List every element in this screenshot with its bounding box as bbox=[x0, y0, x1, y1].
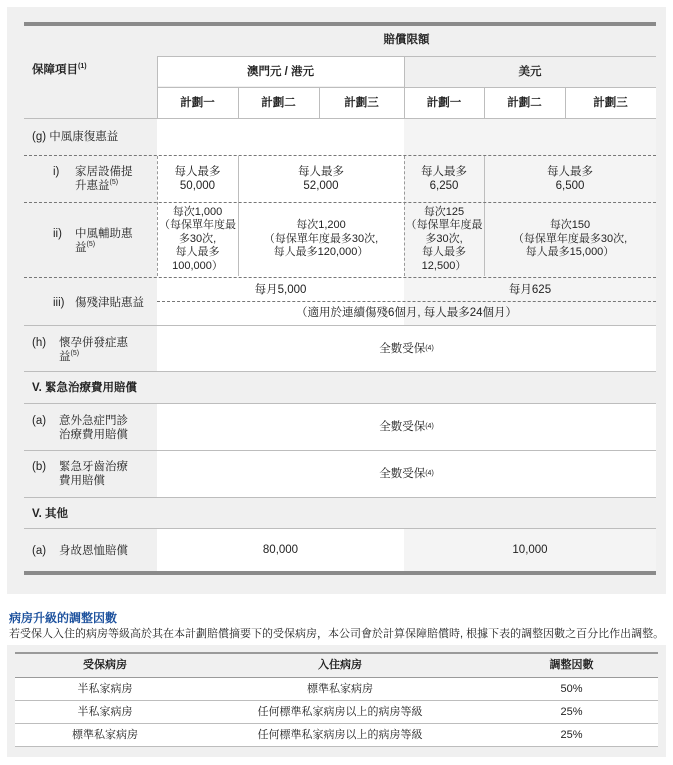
row-b1-label: (b) 緊急牙齒治療費用賠償 bbox=[32, 461, 128, 487]
room-row2-occupied: 任何標準私家病房以上的病房等級 bbox=[257, 706, 423, 718]
room-row1-insured: 半私家病房 bbox=[77, 683, 133, 695]
room-row3-factor: 25% bbox=[560, 729, 583, 741]
row-a2-mop: 80,000 bbox=[262, 544, 299, 556]
g-i-mop-plan23: 每人最多 52,000 bbox=[298, 166, 344, 192]
row-h-value: 全數受保 (4) bbox=[379, 342, 434, 355]
room-row3-occupied: 任何標準私家病房以上的病房等級 bbox=[257, 729, 423, 741]
plan-header: 計劃三 bbox=[344, 97, 379, 109]
plan-header: 計劃二 bbox=[507, 97, 542, 109]
section-others-title: V. 其他 bbox=[32, 508, 69, 520]
g-ii-usd-plan23: 每次150 （每保單年度最多30次, 每人最多15,000） bbox=[512, 219, 628, 259]
plan-header: 計劃三 bbox=[593, 97, 628, 109]
room-section-description: 若受保人入住的病房等級高於其在本計劃賠償摘要下的受保病房，本公司會於計算保障賠償時, 根據下表的調整因數之百分比作出調整。 bbox=[9, 628, 665, 640]
room-row3-insured: 標準私家病房 bbox=[72, 729, 138, 741]
row-b1-value: 全數受保 (4) bbox=[379, 468, 434, 480]
g-iii-mop: 每月5,000 bbox=[254, 284, 307, 296]
g-iii-note: （適用於連續傷殘6個月, 每人最多24個月） bbox=[295, 307, 518, 319]
row-g-i-label: i) 家居設備提升惠益$^{(5)}$ bbox=[53, 166, 133, 192]
plan-header: 計劃一 bbox=[426, 97, 462, 109]
row-a1-value: 全數受保 (4) bbox=[379, 421, 434, 433]
divider bbox=[157, 87, 656, 88]
room-header-factor: 調整因數 bbox=[549, 659, 594, 671]
row-g-label: (g) 中風康復惠益 bbox=[32, 131, 119, 143]
room-row1-factor: 50% bbox=[560, 683, 583, 695]
divider bbox=[24, 497, 656, 498]
divider bbox=[24, 371, 656, 372]
room-row2-factor: 25% bbox=[560, 706, 583, 718]
room-header-occupied: 入住病房 bbox=[318, 659, 362, 671]
room-row1-occupied: 標準私家病房 bbox=[307, 683, 373, 695]
g-ii-mop-plan23: 每次1,200 （每保單年度最多30次, 每人最多120,000） bbox=[263, 219, 379, 259]
room-header-insured: 受保病房 bbox=[83, 659, 127, 671]
divider bbox=[238, 87, 239, 118]
row-g-iii-label: iii) 傷殘津貼惠益 bbox=[53, 297, 144, 309]
divider bbox=[484, 87, 485, 118]
plan-header: 計劃二 bbox=[261, 97, 296, 109]
divider bbox=[24, 118, 656, 119]
divider bbox=[15, 652, 658, 654]
coverage-item-header: 保障項目$^{(1)}$ bbox=[32, 63, 87, 76]
room-section-title: 病房升級的調整因數 bbox=[9, 611, 118, 625]
g-i-usd-plan23: 每人最多 6,500 bbox=[547, 166, 593, 192]
divider bbox=[157, 56, 656, 57]
table-bottom-rule bbox=[24, 571, 656, 575]
divider bbox=[157, 56, 158, 118]
benefit-table bbox=[7, 7, 666, 594]
section-emergency-title: V. 緊急治療費用賠償 bbox=[32, 382, 138, 394]
currency-usd-header: 美元 bbox=[518, 66, 542, 78]
row-a2-usd: 10,000 bbox=[512, 544, 548, 556]
plan-header: 計劃一 bbox=[180, 97, 215, 109]
row-h-label: (h) 懷孕併發症惠益$^{(5)}$ bbox=[32, 337, 128, 363]
divider bbox=[24, 277, 656, 278]
g-iii-usd: 每月625 bbox=[508, 284, 552, 296]
divider bbox=[15, 746, 658, 747]
g-ii-mop-plan1: 每次1,000 （每保單年度最多30次, 每人最多 100,000） bbox=[159, 205, 236, 272]
divider bbox=[404, 56, 405, 118]
row-a1-label: (a) 意外急症門診治療費用賠償 bbox=[32, 415, 128, 441]
divider bbox=[319, 87, 320, 118]
g-i-mop-plan1: 每人最多 50,000 bbox=[174, 166, 221, 192]
row-a2-label: (a) 身故恩恤賠償 bbox=[32, 545, 128, 557]
divider bbox=[565, 87, 566, 118]
room-table bbox=[7, 645, 666, 757]
g-ii-usd-plan1: 每次125 （每保單年度最多30次, 每人最多 12,500） bbox=[405, 205, 483, 272]
currency-mop-header: 澳門元 / 港元 bbox=[246, 66, 315, 78]
divider bbox=[157, 301, 656, 302]
room-row2-insured: 半私家病房 bbox=[77, 706, 133, 718]
table-top-rule bbox=[24, 22, 656, 26]
limit-header: 賠償限額 bbox=[383, 34, 430, 46]
g-i-usd-plan1: 每人最多 6,250 bbox=[421, 166, 467, 192]
row-g-ii-label: ii) 中風輔助惠益$^{(5)}$ bbox=[53, 228, 133, 254]
